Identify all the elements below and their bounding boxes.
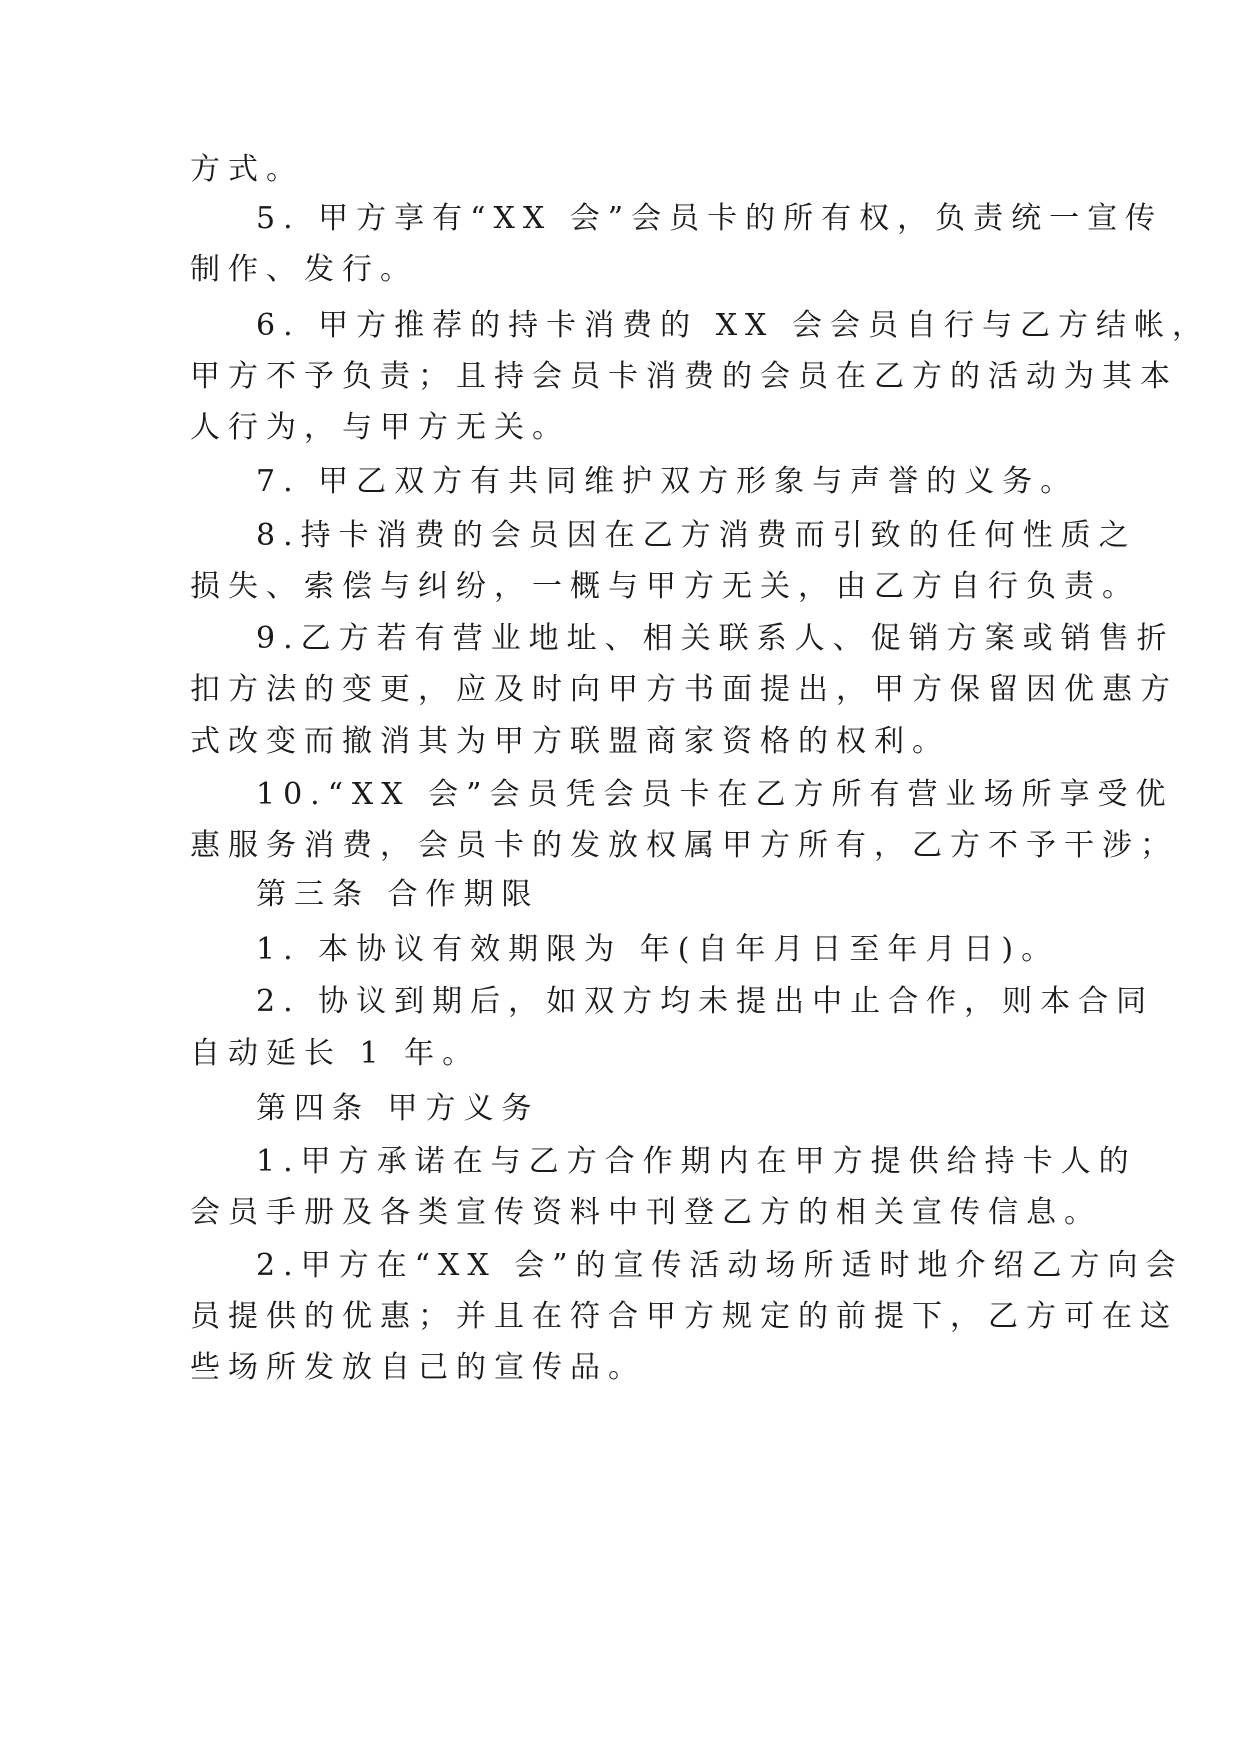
- text-line: 惠服务消费，会员卡的发放权属甲方所有，乙方不予干涉；: [190, 828, 1178, 863]
- text-line: 9.乙方若有营业地址、相关联系人、促销方案或销售折: [256, 621, 1175, 656]
- text-line: 制作、发行。: [190, 252, 418, 287]
- text-line: 自动延长 1 年。: [190, 1036, 481, 1071]
- text-line: 2. 协议到期后，如双方均未提出中止合作，则本合同: [256, 984, 1155, 1019]
- text-line: 6. 甲方推荐的持卡消费的 XX 会会员自行与乙方结帐，: [256, 308, 1210, 343]
- text-line: 1.甲方承诺在与乙方合作期内在甲方提供给持卡人的: [256, 1144, 1137, 1179]
- text-line: 10.“XX 会”会员凭会员卡在乙方所有营业场所享受优: [256, 777, 1174, 812]
- text-line: 8.持卡消费的会员因在乙方消费而引致的任何性质之: [256, 518, 1137, 553]
- text-line: 方式。: [190, 152, 304, 187]
- section-heading: 第四条 甲方义务: [256, 1091, 540, 1126]
- text-line: 员提供的优惠；并且在符合甲方规定的前提下，乙方可在这: [190, 1299, 1178, 1334]
- text-line: 式改变而撤消其为甲方联盟商家资格的权利。: [190, 724, 950, 759]
- text-line: 些场所发放自己的宣传品。: [190, 1350, 646, 1385]
- text-line: 扣方法的变更，应及时向甲方书面提出，甲方保留因优惠方: [190, 672, 1178, 707]
- text-line: 损失、索偿与纠纷，一概与甲方无关，由乙方自行负责。: [190, 569, 1140, 604]
- section-heading: 第三条 合作期限: [256, 877, 540, 912]
- text-line: 会员手册及各类宣传资料中刊登乙方的相关宣传信息。: [190, 1195, 1102, 1230]
- text-line: 1. 本协议有效期限为 年(自年月日至年月日)。: [256, 932, 1060, 967]
- text-line: 5. 甲方享有“XX 会”会员卡的所有权，负责统一宣传: [256, 201, 1164, 236]
- text-line: 7. 甲乙双方有共同维护双方形象与声誉的义务。: [256, 464, 1079, 499]
- text-line: 2.甲方在“XX 会”的宣传活动场所适时地介绍乙方向会: [256, 1248, 1184, 1283]
- text-line: 甲方不予负责；且持会员卡消费的会员在乙方的活动为其本: [190, 359, 1178, 394]
- text-line: 人行为，与甲方无关。: [190, 410, 570, 445]
